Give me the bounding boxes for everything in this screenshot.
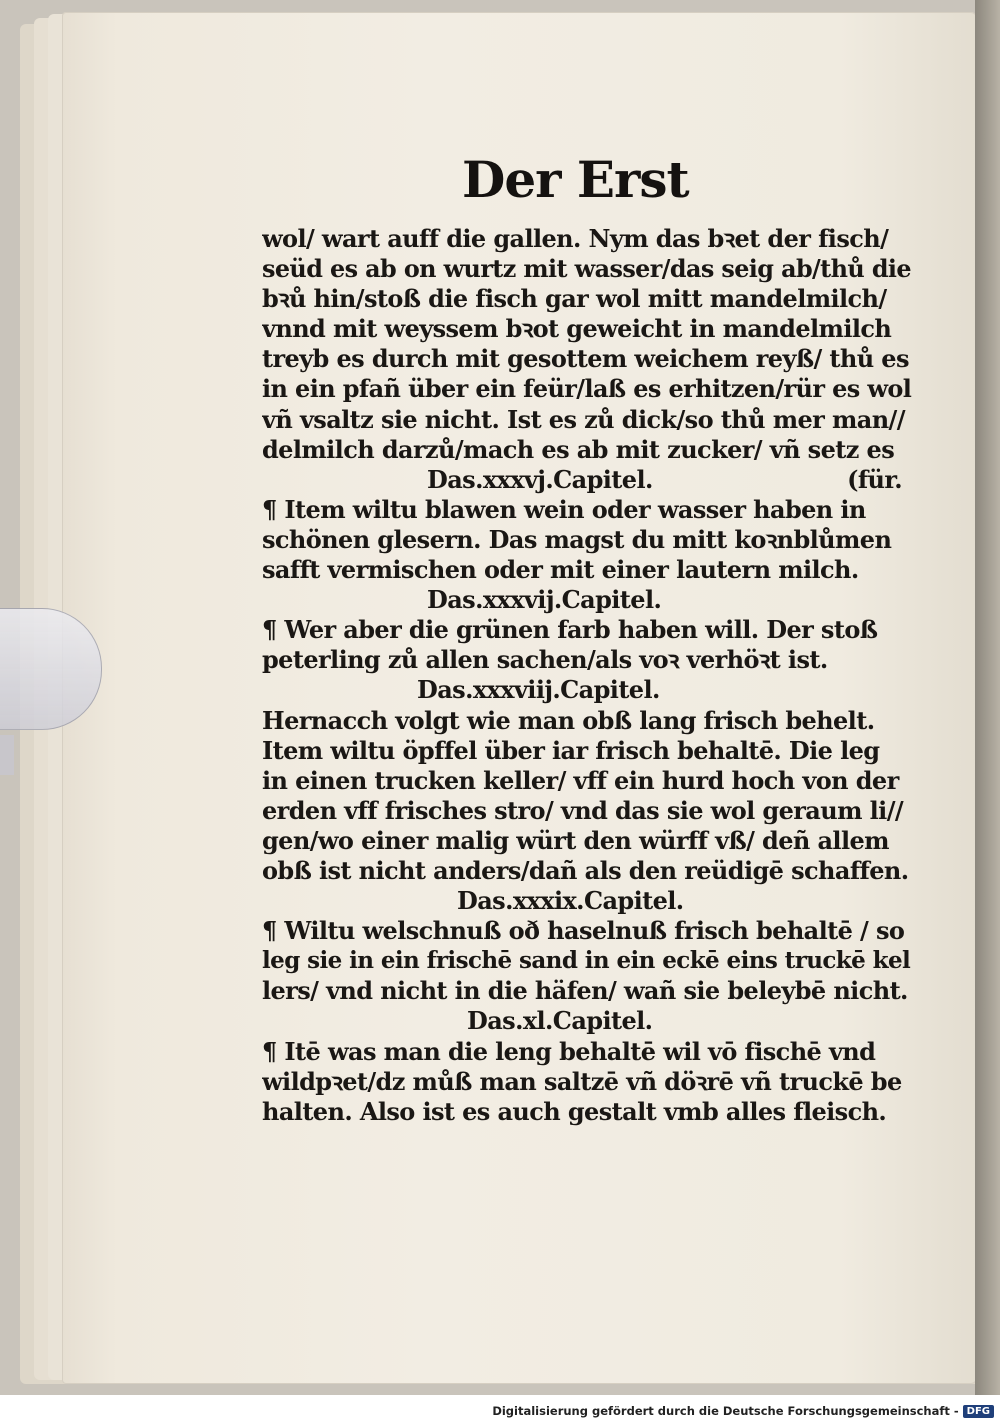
chapter-heading-row — [262, 465, 912, 495]
chapter-heading: Das.xxxviij.Capitel. — [417, 675, 660, 705]
text-line: leg sie in ein frischē sand in ein eckē eins truckē kel — [262, 947, 911, 975]
text-line: ¶ Item wiltu blawen wein oder wasser haben in — [262, 494, 866, 524]
digitization-footer — [492, 1401, 994, 1421]
text-line: erden vff frisches stro/ vnd das sie wol geraum li// — [262, 795, 904, 825]
text-line: seüd es ab on wurtz mit wasser/das seig ab/thů die — [262, 255, 911, 284]
chapter-heading: Das.xxxvj.Capitel. — [427, 464, 653, 494]
text-line: gen/wo einer malig würt den würff vß/ deñ allem — [262, 825, 889, 855]
text-line: halten. Also ist es auch gestalt vmb alles fleisch. — [262, 1096, 887, 1126]
text-line: ¶ Wiltu welschnuß oð haselnuß frisch behaltē / so — [262, 916, 905, 946]
text-line: lers/ vnd nicht in die häfen/ wañ sie beleybē nicht. — [262, 976, 908, 1006]
book-gutter — [975, 0, 1000, 1395]
text-line: treyb es durch mit gesottem weichem reyß/ thů es — [262, 344, 909, 374]
chapter-heading: Das.xxxvij.Capitel. — [427, 585, 662, 615]
line-end-fragment: (für. — [847, 464, 902, 494]
text-line: Item wiltu öpffel über iar frisch behaltē. Die leg — [262, 735, 880, 765]
text-line: ¶ Wer aber die grünen farb haben will. Der stoß — [262, 615, 878, 645]
running-head: Der Erst — [462, 150, 689, 209]
chapter-heading: Das.xxxix.Capitel. — [457, 886, 684, 916]
text-line: wildpꝛet/dz můß man saltzē vñ döꝛrē vñ truckē be — [262, 1066, 902, 1096]
text-line: wol/ wart auff die gallen. Nym das bꝛet der fisch/ — [262, 224, 889, 253]
text-line: in einen trucken keller/ vff ein hurd hoch von der — [262, 765, 899, 795]
chapter-heading: Das.xl.Capitel. — [467, 1006, 653, 1036]
dfg-logo: DFG — [963, 1405, 994, 1418]
footer-text: Digitalisierung gefördert durch die Deutsche Forschungsgemeinschaft - — [492, 1404, 959, 1418]
text-line: bꝛů hin/stoß die fisch gar wol mitt mandelmilch/ — [262, 284, 887, 314]
page-clip-base — [0, 735, 14, 775]
text-line: vñ vsaltz sie nicht. Ist es zů dick/so thů mer man// — [262, 404, 905, 434]
text-line: obß ist nicht anders/dañ als den reüdigē schaffen. — [262, 855, 909, 885]
text-line: schönen glesern. Das magst du mitt koꝛnblůmen — [262, 524, 892, 554]
text-line: Hernacch volgt wie man obß lang frisch behelt. — [262, 705, 875, 735]
text-line: delmilch darzů/mach es ab mit zucker/ vñ setz es — [262, 434, 895, 464]
text-block — [262, 224, 912, 1127]
text-line: vnnd mit weyssem bꝛot geweicht in mandelmilch — [262, 314, 892, 344]
text-line: peterling zů allen sachen/als voꝛ verhöꝛt ist. — [262, 645, 828, 675]
text-line: in ein pfañ über ein feür/laß es erhitzen/rür es wol — [262, 375, 912, 404]
text-line: safft vermischen oder mit einer lautern milch. — [262, 555, 859, 585]
text-line: ¶ Itē was man die leng behaltē wil vō fischē vnd — [262, 1036, 876, 1066]
